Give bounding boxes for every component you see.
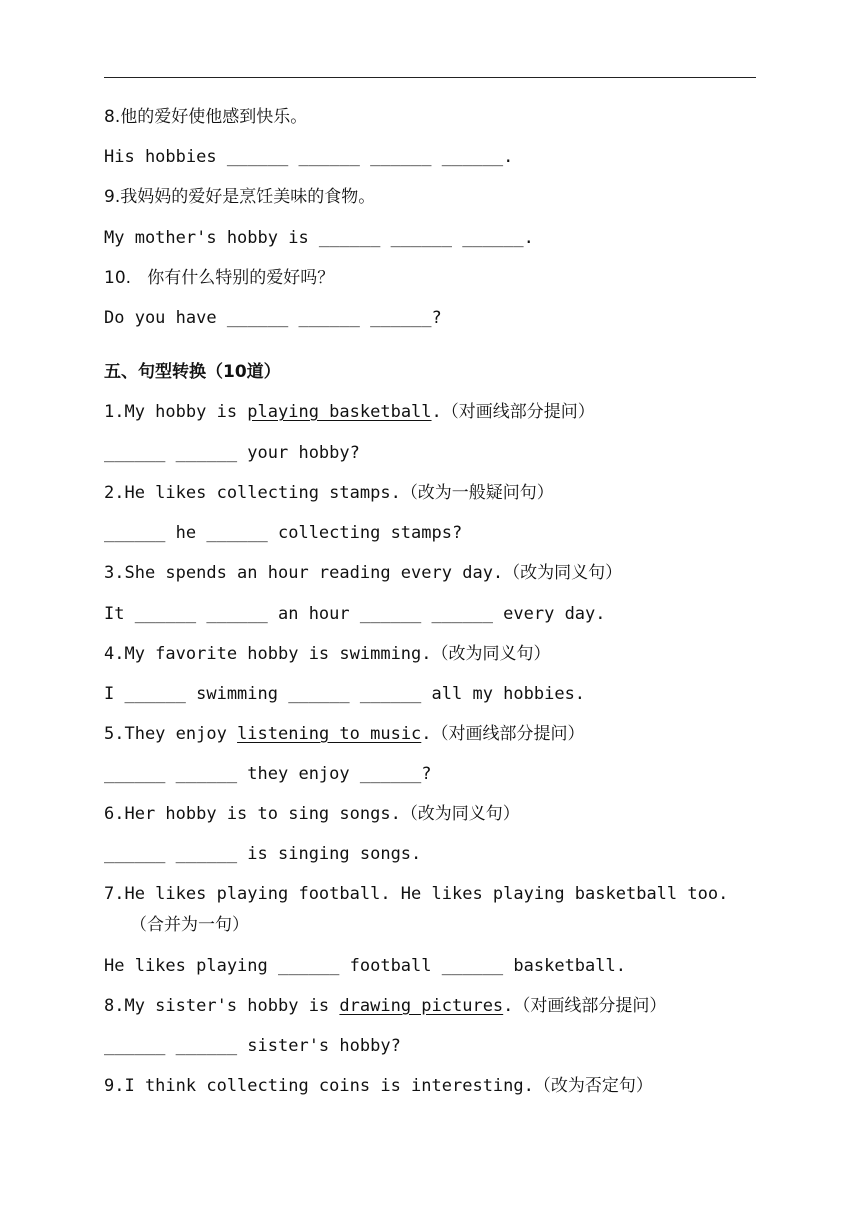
transform-item-5 — [104, 723, 764, 745]
item-1-answer-line: ______ ______ your hobby? — [104, 443, 360, 463]
question-8-answer-line: His hobbies ______ ______ ______ ______. — [104, 147, 514, 167]
item-4-answer-line: I ______ swimming ______ ______ all my hobbies. — [104, 684, 586, 704]
item-5-instruction: （对画线部分提问） — [431, 724, 585, 744]
item-1-instruction: （对画线部分提问） — [441, 402, 595, 422]
item-3-text: 3.She spends an hour reading every day. — [104, 563, 504, 583]
item-8-text: 8.My sister's hobby is — [104, 996, 340, 1016]
transform-item-3 — [104, 562, 764, 584]
section-heading: 五、句型转换（10道） — [104, 362, 281, 382]
transform-item-6 — [104, 803, 764, 825]
item-5-period: . — [421, 724, 432, 744]
header-rule — [104, 77, 756, 78]
item-5-text: 5.They enjoy — [104, 724, 238, 744]
item-8-underlined: drawing pictures — [339, 996, 504, 1016]
item-1-underlined: playing basketball — [247, 402, 432, 422]
item-4-instruction: （改为同义句） — [431, 644, 551, 664]
question-10-answer-line: Do you have ______ ______ ______? — [104, 308, 442, 328]
question-8-prompt: 8.他的爱好使他感到快乐。 — [104, 107, 308, 127]
item-7-instruction: （合并为一句） — [130, 915, 249, 935]
item-2-answer-line: ______ he ______ collecting stamps? — [104, 523, 463, 543]
item-1-text: 1.My hobby is — [104, 402, 248, 422]
item-6-instruction: （改为同义句） — [400, 804, 520, 824]
item-3-answer-line: It ______ ______ an hour ______ ______ every day. — [104, 604, 606, 624]
transform-item-2 — [104, 482, 764, 504]
question-9-prompt: 9.我妈妈的爱好是烹饪美味的食物。 — [104, 187, 376, 207]
transform-item-4 — [104, 643, 764, 665]
item-9-instruction: （改为否定句） — [533, 1076, 653, 1096]
item-5-underlined: listening to music — [237, 724, 422, 744]
item-3-instruction: （改为同义句） — [503, 563, 623, 583]
transform-item-7: 7.He likes playing football. He likes playing basketball too. — [104, 884, 729, 904]
item-4-text: 4.My favorite hobby is swimming. — [104, 644, 432, 664]
transform-item-9 — [104, 1075, 764, 1097]
question-10-prompt: 10. 你有什么特别的爱好吗？ — [104, 268, 335, 288]
item-6-answer-line: ______ ______ is singing songs. — [104, 844, 422, 864]
item-2-text: 2.He likes collecting stamps. — [104, 483, 401, 503]
item-8-period: . — [503, 996, 514, 1016]
item-6-text: 6.Her hobby is to sing songs. — [104, 804, 401, 824]
question-9-answer-line: My mother's hobby is ______ ______ ______. — [104, 228, 534, 248]
transform-item-1 — [104, 401, 764, 423]
item-5-answer-line: ______ ______ they enjoy ______? — [104, 764, 432, 784]
item-1-period: . — [431, 402, 442, 422]
item-2-instruction: （改为一般疑问句） — [400, 483, 554, 503]
transform-item-8 — [104, 995, 764, 1017]
item-9-text: 9.I think collecting coins is interesting. — [104, 1076, 534, 1096]
item-8-instruction: （对画线部分提问） — [513, 996, 667, 1016]
item-7-answer-line: He likes playing ______ football ______ basketball. — [104, 956, 626, 976]
item-8-answer-line: ______ ______ sister's hobby? — [104, 1036, 401, 1056]
